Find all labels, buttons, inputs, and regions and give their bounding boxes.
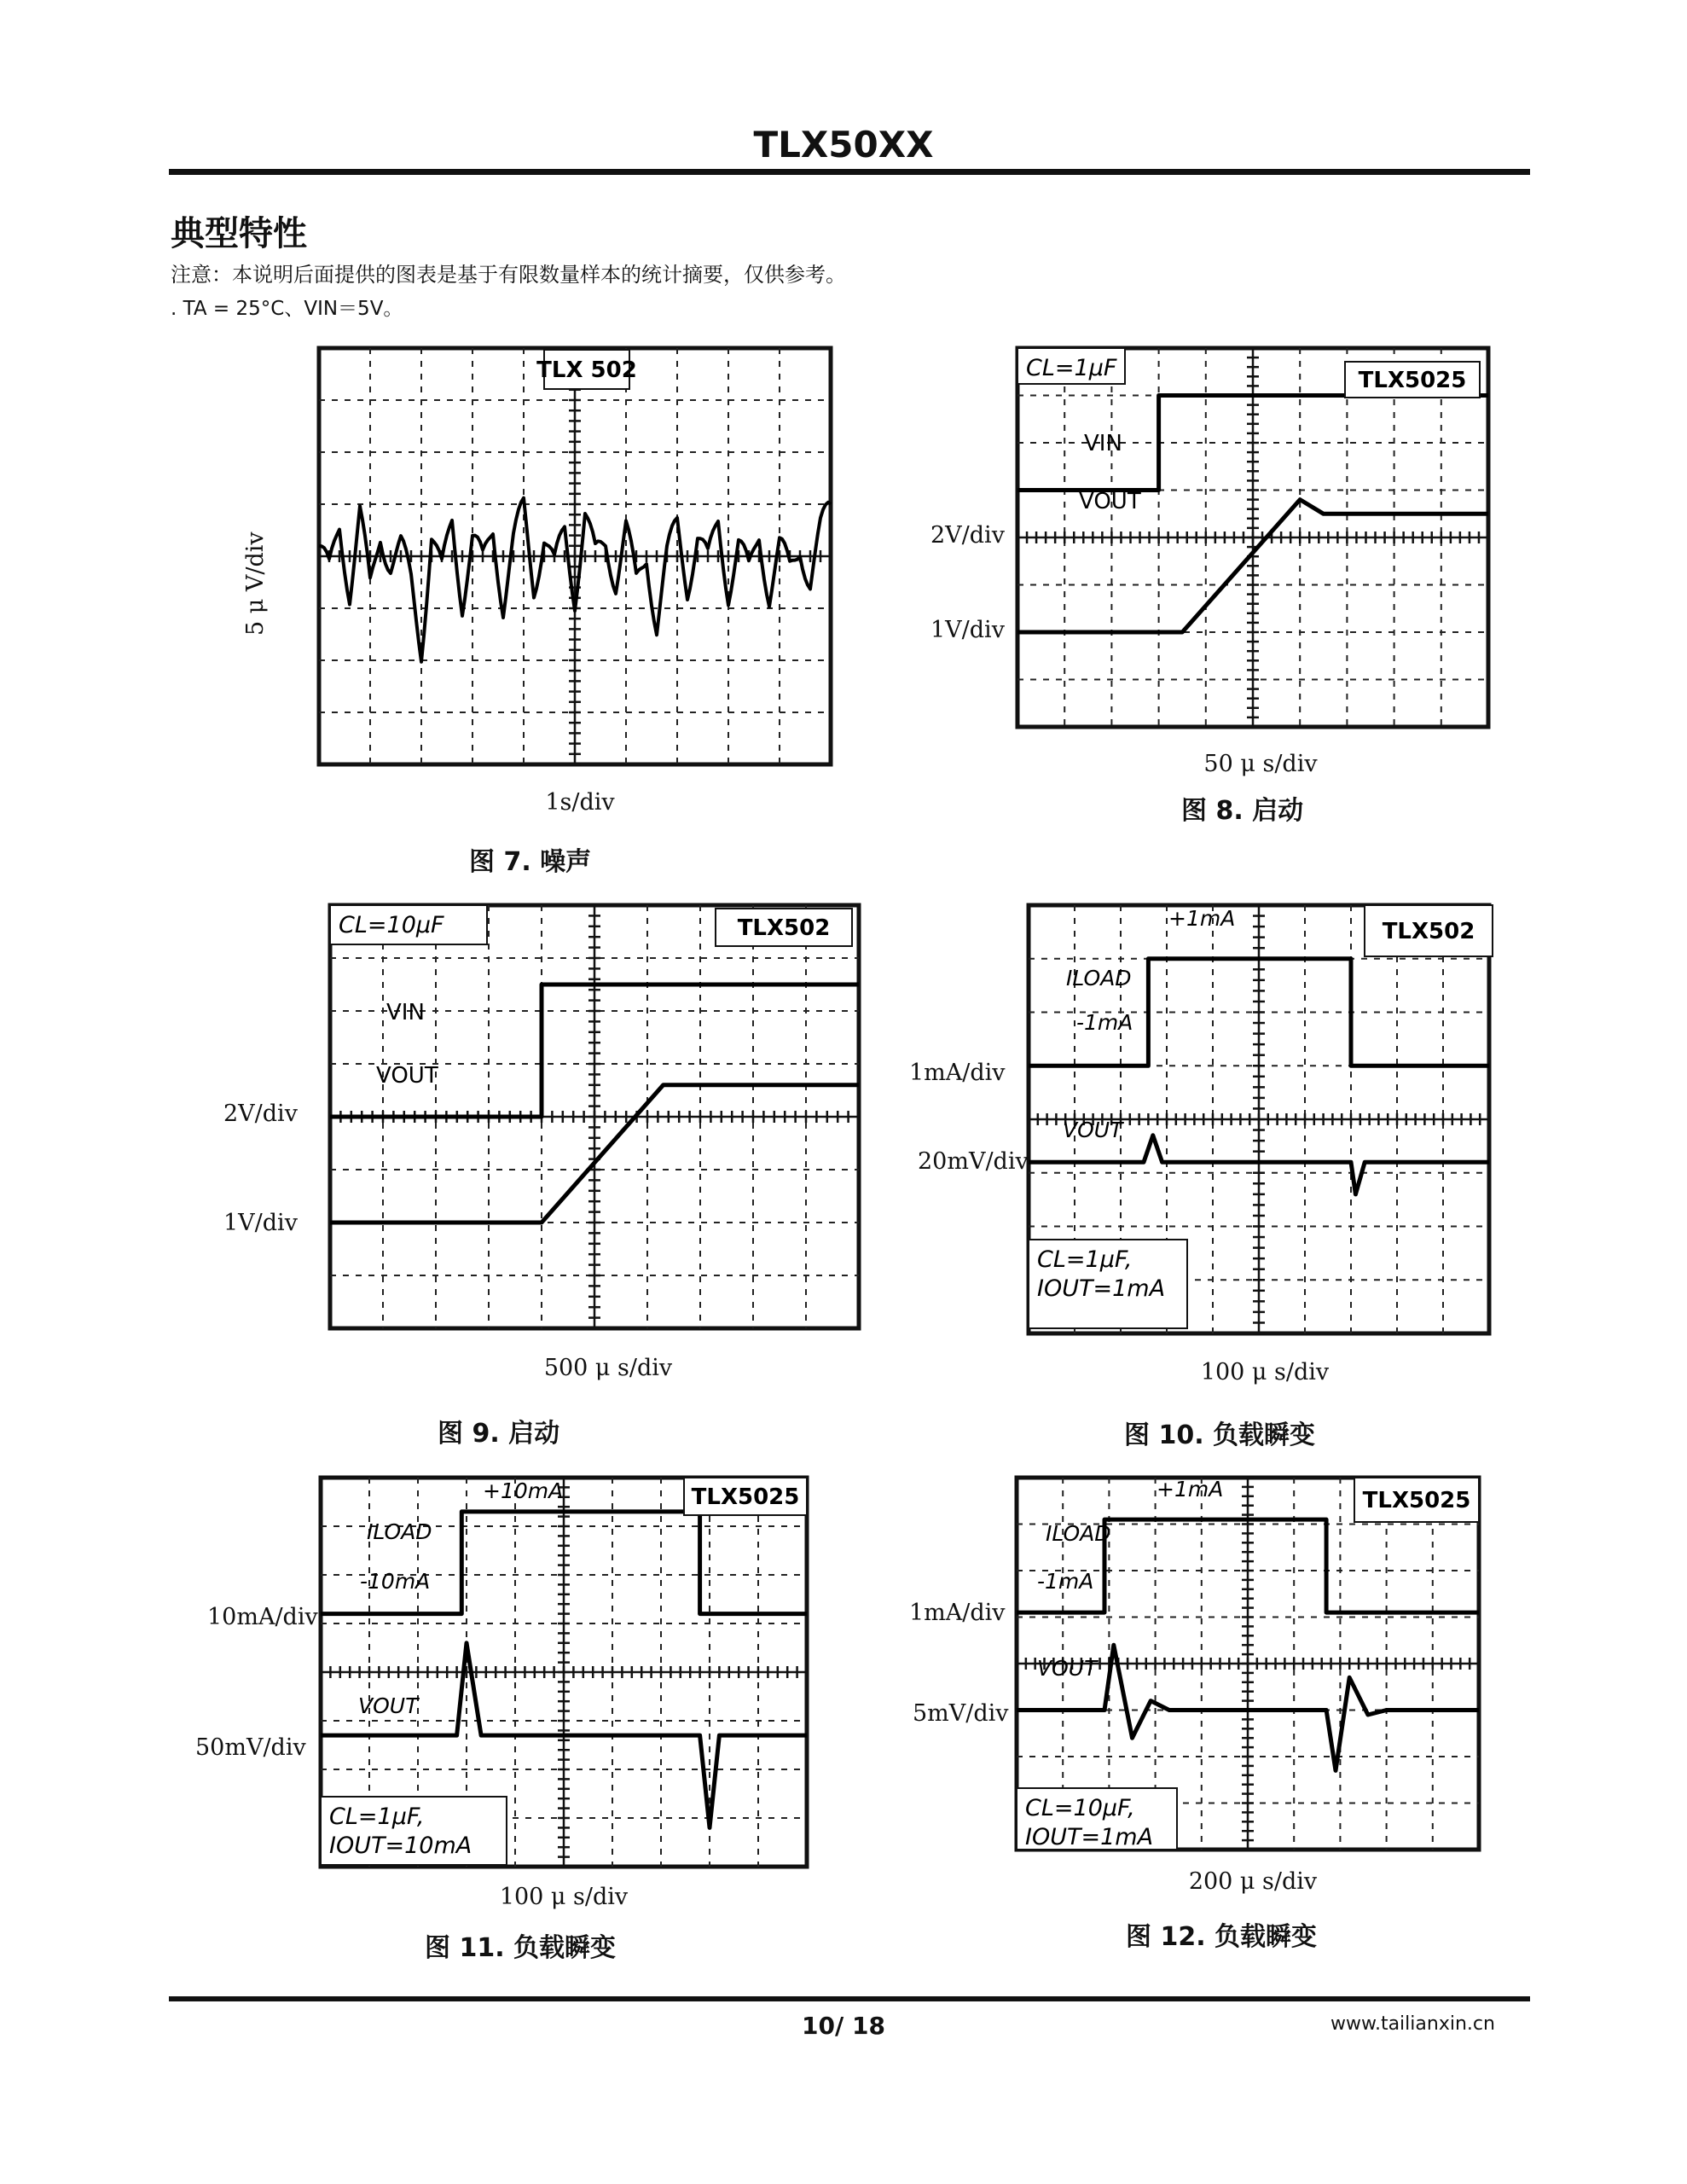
device-label-box <box>1354 1478 1479 1522</box>
device-label: TLX5025 <box>691 1484 800 1510</box>
trace-annotation: -1mA <box>1076 1010 1133 1035</box>
series-name-label: VIN <box>386 1000 425 1025</box>
capacitance-label-box <box>321 1797 507 1865</box>
fig10-caption: 图 10. 负载瞬变 <box>1124 1420 1316 1450</box>
fig7-y-axis-label: 5 μ V/div <box>242 531 269 636</box>
trace-annotation: +1mA <box>1168 906 1236 931</box>
series-name-label: VOUT <box>1079 489 1141 514</box>
trace-annotation: VOUT <box>1063 1118 1123 1142</box>
trace-annotation: ILOAD <box>1046 1521 1111 1546</box>
chart-fig10-load-transient <box>1023 900 1494 1339</box>
device-label: TLX502 <box>737 915 831 941</box>
fig11-y-label-iload: 10mA/div <box>207 1604 318 1630</box>
test-conditions: . TA = 25°C、VIN＝5V。 <box>171 298 403 320</box>
fig11-x-axis-label: 100 μ s/div <box>499 1884 629 1910</box>
capacitance-label-box <box>1017 1788 1177 1850</box>
footer-rule <box>169 1996 1530 2001</box>
series-name-label: VIN <box>1084 431 1122 456</box>
trace-annotation: VOUT <box>358 1693 419 1718</box>
fig8-y-label-vin: 2V/div <box>930 522 1005 549</box>
trace-annotation: ILOAD <box>1066 966 1132 990</box>
fig12-caption: 图 12. 负载瞬变 <box>1126 1922 1318 1952</box>
fig9-caption: 图 9. 启动 <box>438 1419 560 1449</box>
fig7-x-axis-label: 1s/div <box>545 789 615 816</box>
chart-fig8-startup <box>1012 343 1493 732</box>
device-label: TLX5025 <box>1362 1488 1471 1513</box>
fig12-y-label-vout: 5mV/div <box>913 1700 1009 1727</box>
fig10-y-label-vout: 20mV/div <box>918 1148 1029 1175</box>
document-header-title: TLX50XX <box>753 124 934 166</box>
capacitance-label-line: IOUT=1mA <box>1025 1824 1154 1850</box>
capacitance-label-line: CL=1μF <box>1026 355 1117 381</box>
fig12-x-axis-label: 200 μ s/div <box>1188 1868 1318 1895</box>
fig9-y-label-vout: 1V/div <box>223 1210 298 1236</box>
device-label-box <box>536 350 637 389</box>
chart-fig12-load-transient <box>1012 1472 1484 1855</box>
fig9-y-label-vin: 2V/div <box>223 1101 298 1127</box>
fig8-y-label-vout: 1V/div <box>930 617 1005 643</box>
device-label: TLX 502 <box>536 357 637 383</box>
capacitance-label-box <box>1029 1240 1187 1328</box>
fig10-y-label-iload: 1mA/div <box>909 1060 1006 1086</box>
footer-url: www.tailianxin.cn <box>1330 2013 1495 2035</box>
fig8-x-axis-label: 50 μ s/div <box>1203 751 1318 777</box>
capacitance-label-line: IOUT=10mA <box>329 1833 472 1859</box>
chart-fig9-startup <box>325 900 864 1333</box>
trace-annotation: ILOAD <box>367 1519 432 1544</box>
trace-annotation: VOUT <box>1037 1656 1098 1681</box>
fig9-x-axis-label: 500 μ s/div <box>543 1355 673 1381</box>
fig7-caption: 图 7. 噪声 <box>469 847 592 877</box>
section-note: 注意：本说明后面提供的图表是基于有限数量样本的统计摘要，仅供参考。 <box>171 263 846 287</box>
page-number: 10/ 18 <box>802 2012 885 2040</box>
fig11-y-label-vout: 50mV/div <box>195 1734 306 1761</box>
device-label-box <box>684 1478 807 1515</box>
device-label: TLX5025 <box>1358 368 1467 393</box>
fig12-y-label-iload: 1mA/div <box>909 1600 1006 1626</box>
series-name-label: VOUT <box>376 1063 438 1089</box>
device-label-box <box>1365 905 1493 956</box>
device-label-box <box>716 909 852 946</box>
fig10-x-axis-label: 100 μ s/div <box>1200 1359 1330 1385</box>
header-rule <box>169 169 1530 175</box>
section-title: 典型特性 <box>171 213 307 253</box>
capacitance-label-line: IOUT=1mA <box>1037 1275 1166 1302</box>
trace-annotation: +1mA <box>1157 1477 1224 1502</box>
capacitance-label-box <box>1017 348 1125 384</box>
capacitance-label-line: CL=10μF, <box>1025 1795 1135 1821</box>
capacitance-label-line: CL=10μF <box>339 912 444 938</box>
fig11-caption: 图 11. 负载瞬变 <box>425 1933 617 1963</box>
capacitance-label-line: CL=1μF, <box>329 1804 425 1830</box>
trace-annotation: -1mA <box>1037 1569 1094 1594</box>
capacitance-label-box <box>330 905 487 944</box>
trace-annotation: +10mA <box>483 1478 564 1503</box>
device-label-box <box>1345 362 1480 398</box>
device-label: TLX502 <box>1382 919 1475 944</box>
chart-fig11-load-transient <box>316 1472 812 1872</box>
trace-annotation: -10mA <box>360 1569 431 1594</box>
chart-fig7-noise <box>314 343 836 770</box>
capacitance-label-line: CL=1μF, <box>1037 1246 1133 1273</box>
fig8-caption: 图 8. 启动 <box>1181 796 1304 826</box>
